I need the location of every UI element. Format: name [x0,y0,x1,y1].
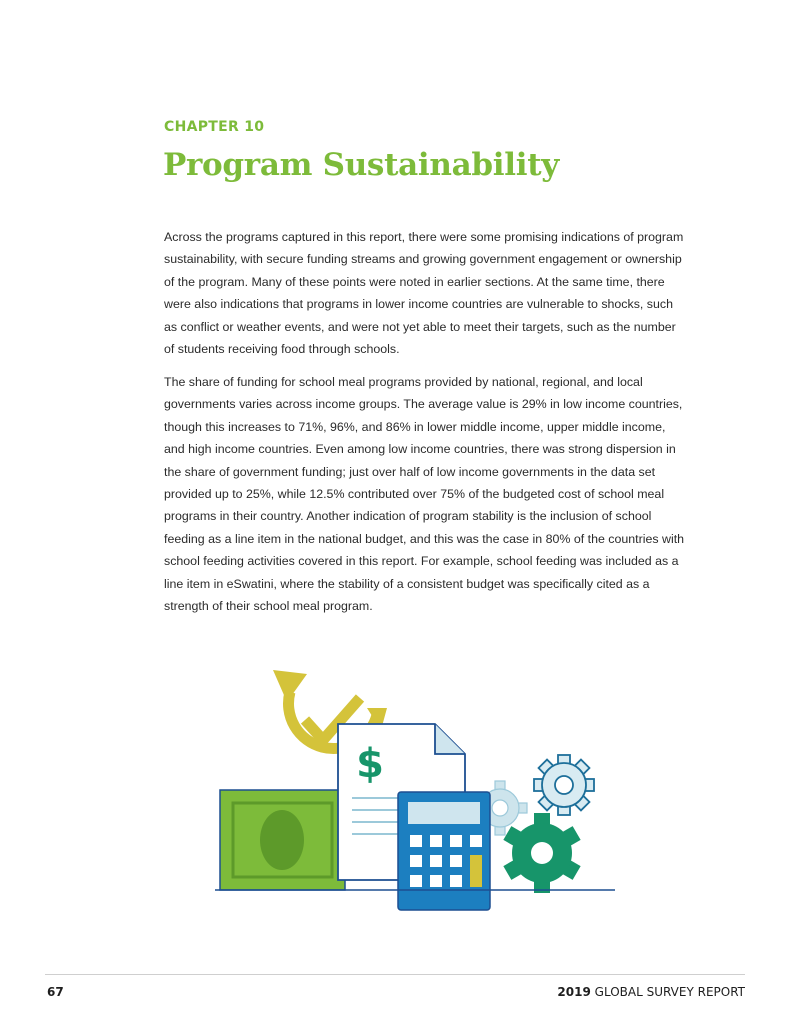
banknote-icon [220,790,345,890]
page-number: 67 [47,985,64,999]
footer-divider [45,974,745,975]
footer-report-title [557,985,745,999]
report-year: 2019 [557,985,591,999]
calculator-icon [398,792,490,910]
dollar-sign: $ [356,741,384,787]
chapter-label: CHAPTER 10 [164,119,265,135]
gear-icon [534,755,594,815]
body-paragraph-2: The share of funding for school meal programs provided by national, regional, and local governments varies across income groups. The average value is 29% in low income countries, though this increases to 71%, 96%, and 86% in lower middle income, upper middle income, and high income countries. Even among low income countries, there was strong dispersion in the share of government funding; just over half of low income governments in the data set provided up to 25%, while 12.5% contributed over 75% of the budgeted cost of school meal programs in their country. Another indication of program stability is the inclusion of school feeding as a line item in the national budget, and this was the case in 80% of the countries with school feeding activities covered in this report. For example, school feeding was included as a line item in eSwatini, where the stability of a consistent budget was specifically cited as a strength of their school meal program. [164,375,685,614]
gear-icon [503,813,580,893]
page-title: Program Sustainability [163,147,559,183]
body-paragraph-1: Across the programs captured in this report, there were some promising indications of program sustainability, with secure funding streams and growing government engagement or ownership of the program. Many of these points were noted in earlier sections. At the same time, there were also indications that programs in lower income countries are vulnerable to shocks, such as conflict or weather events, and were not yet able to meet their targets, such as the number of students receiving food through schools. [164,230,684,357]
sustainability-illustration [215,660,615,915]
report-title: GLOBAL SURVEY REPORT [594,985,745,999]
